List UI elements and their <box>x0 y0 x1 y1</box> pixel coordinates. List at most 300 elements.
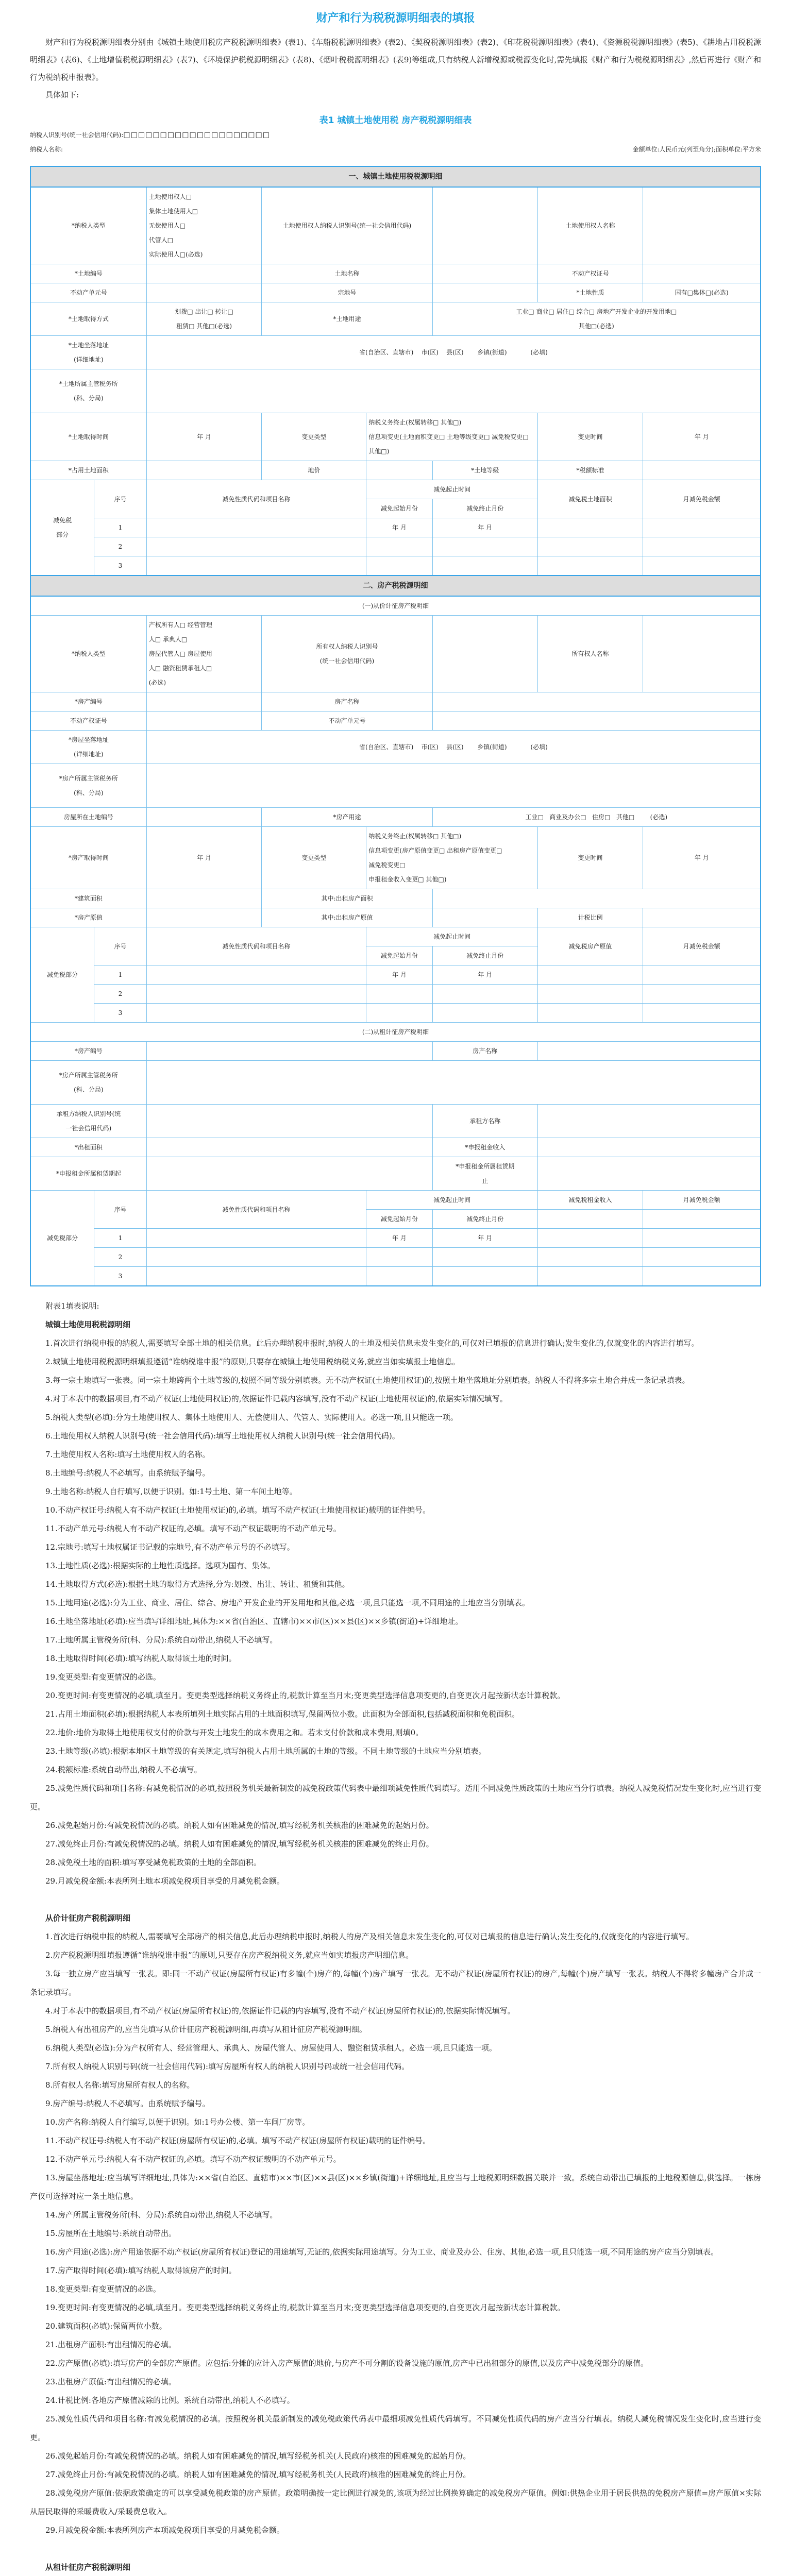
notes-sections <box>30 1315 761 2576</box>
notes-item: 20.建筑面积(必填):保留两位小数。 <box>45 2321 167 2331</box>
house-building-area-label: *建筑面积 <box>30 889 146 908</box>
house-name-label: 房产名称 <box>262 692 432 711</box>
rent-period-end-label <box>432 1157 537 1191</box>
house-ratio-label: 计税比例 <box>537 908 643 927</box>
row-value-field[interactable] <box>537 1004 643 1023</box>
house-address-field[interactable]: 省(自治区、直辖市) 市(区) 县(区) 乡镇(街道) (必填) <box>146 731 761 764</box>
land-acquire-way-options[interactable] <box>146 302 262 336</box>
units-note: 金额单位:人民币元(列至角分);面积单位:平方米 <box>632 146 761 153</box>
section-gap <box>30 1890 761 1909</box>
row-monthly-field[interactable] <box>643 965 761 985</box>
row-code-field[interactable] <box>146 1248 366 1267</box>
table-row <box>30 556 761 576</box>
table-row <box>30 1229 761 1248</box>
land-relief-code-header: 减免性质代码和项目名称 <box>146 480 366 518</box>
house-tax-office-label-1: *房产所属主管税务所 <box>59 775 118 782</box>
row-start-field[interactable]: 年 月 <box>366 1229 432 1248</box>
row-start-field[interactable] <box>366 1248 432 1267</box>
row-code-field[interactable] <box>146 965 366 985</box>
house-name-field[interactable] <box>432 692 761 711</box>
house-rent-value-field[interactable] <box>432 908 537 927</box>
land-row-no <box>30 264 761 283</box>
rent-relief-code-header: 减免性质代码和项目名称 <box>146 1191 366 1229</box>
table1-title: 表1 城镇土地使用税 房产税税源明细表 <box>319 115 472 126</box>
acquire-way-line-1[interactable]: 划拨□ 出让□ 转让□ <box>175 308 233 315</box>
house-owner-name-label: 所有权人名称 <box>537 616 643 692</box>
notes-item: 5.纳税人类型(必填):分为土地使用权人、集体土地使用人、无偿使用人、代管人、实际使用人。必选一项,且只能选一项。 <box>45 1413 458 1422</box>
table-row <box>30 1004 761 1023</box>
row-monthly-field[interactable] <box>643 1248 761 1267</box>
land-row-taxpayer-type <box>30 187 761 264</box>
house-change-type-label: 变更类型 <box>262 827 366 889</box>
row-seq: 1 <box>94 965 146 985</box>
rent-lessee-id-field[interactable] <box>146 1105 432 1138</box>
rent-row-area <box>30 1138 761 1157</box>
notes-item: 12.宗地号:填写土地权属证书记载的宗地号,有不动产单元号的不必填写。 <box>45 1543 295 1552</box>
house-tax-office-label <box>30 764 146 808</box>
notes-item: 22.房产原值(必填):填写房产的全部房产原值。应包括:分摊的应计入房产原值的地价,与房产不可分割的设备设施的原值,房产中已出租部分的原值,以及房产中减免税部分的原值。 <box>45 2359 648 2368</box>
rent-lessee-name-label: 承租方名称 <box>432 1105 537 1138</box>
house-tax-office-field[interactable] <box>146 764 761 808</box>
land-use-options[interactable] <box>432 302 761 336</box>
row-end-field[interactable]: 年 月 <box>432 518 537 537</box>
row-code-field[interactable] <box>146 1267 366 1286</box>
rent-house-no-field[interactable] <box>146 1042 432 1061</box>
land-change-type-options[interactable] <box>366 413 538 461</box>
notes-item: 11.不动产单元号:纳税人有不动产权证的,必填。填写不动产权证载明的不动产单元号。 <box>45 1524 341 1533</box>
house-owner-id-label-2: (统一社会信用代码) <box>319 657 375 665</box>
notes-item: 13.房屋坐落地址:应当填写详细地址,具体为:××省(自治区、直辖市)××市(区)××县(区)××乡镇(街道)+详细地址,且应当与土地税源明细数据关联并一致。系统自动带出已填报的土地税源信息,供选择。一栋房产仅可选择对应一条土地信息。 <box>30 2173 761 2201</box>
intro-followup: 具体如下: <box>45 90 79 99</box>
row-value-field[interactable] <box>537 985 643 1004</box>
rent-area-field[interactable] <box>146 1138 432 1157</box>
house-relief-header-1 <box>30 927 761 946</box>
house-row-acquire-time <box>30 827 761 889</box>
land-no-field[interactable] <box>146 264 262 283</box>
notes-item: 25.减免性质代码和项目名称:有减免税情况的必填,按照税务机关最新制发的减免税政策代码表中最细项减免性质代码填写。适用不同减免性质政策的土地应当分行填表。纳税人减免税情况发生变化时,应当进行变更。 <box>30 1784 761 1811</box>
row-code-field[interactable] <box>146 985 366 1004</box>
land-acquire-time-field[interactable]: 年 月 <box>146 413 262 461</box>
house-relief-value-header: 减免税房产原值 <box>537 927 643 965</box>
row-seq: 3 <box>94 1267 146 1286</box>
notes-item: 3.每一宗土地填写一张表。同一宗土地跨两个土地等级的,按照不同等级分别填表。无不动产权证(土地使用权证)的,按照土地坐落地址分别填表。纳税人不得将多宗土地合并成一条记录填表。 <box>45 1376 690 1385</box>
house-owner-name-field[interactable] <box>643 616 761 692</box>
land-unit-no-label: 不动产单元号 <box>30 283 146 302</box>
land-relief-start-header: 减免起始月份 <box>366 499 432 518</box>
house-type-line-1[interactable]: 产权所有人□ 经营管理 <box>148 621 212 629</box>
row-start-field[interactable] <box>366 537 432 556</box>
land-relief-header-1 <box>30 480 761 499</box>
notes-item: 7.所有权人纳税人识别号码(统一社会信用代码):填写房屋所有权人的纳税人识别号码或统一社会信用代码。 <box>45 2062 410 2071</box>
house-type-line-4[interactable]: 人□ 融资租赁承租人□ <box>148 665 212 672</box>
land-row-address <box>30 336 761 369</box>
land-tax-office-label-1: *土地所属主管税务所 <box>59 380 118 387</box>
land-price-field[interactable] <box>366 461 432 480</box>
notes-item: 26.减免起始月份:有减免税情况的必填。纳税人如有困难减免的情况,填写经税务机关核准的困难减免的起始月份。 <box>45 1821 434 1830</box>
house-type-line-2[interactable]: 人□ 承典人□ <box>148 636 188 643</box>
land-row-acquire-way <box>30 302 761 336</box>
row-seq: 3 <box>94 556 146 576</box>
rent-relief-income-blank <box>537 1210 643 1229</box>
row-monthly-field[interactable] <box>643 1004 761 1023</box>
house-row-use <box>30 808 761 827</box>
notes-item: 25.减免性质代码和项目名称:有减免税情况的必填。按照税务机关最新制发的减免税政策代码表中最细项减免性质代码填写。不同减免性质代码的房产应当分行填表。纳税人减免税情况发生变化时,应当进行变更。 <box>30 2414 761 2442</box>
intro-paragraph: 财产和行为税税源明细表分别由《城镇土地使用税房产税税源明细表》(表1)、《车船税税源明细表》(表2)、《契税税源明细表》(表2)、《印花税税源明细表》(表4)、《资源税税源明细表》(表5)、《耕地占用税税源明细表》(表6)、《土地增值税税源明细表》(表7)、《环境保护税税源明细表》(表8)、《烟叶税税源明细表》(表9)等组成,只有纳税人新增税源或税源变化时,需先填报《财产和行为税税源明细表》,然后再进行《财产和行为税纳税申报表》。 <box>30 38 761 82</box>
notes-heading: 附表1填表说明: <box>45 1301 99 1311</box>
land-address-label <box>30 336 146 369</box>
house-building-area-field[interactable] <box>146 889 262 908</box>
land-use-line-2[interactable]: 其他□(必选) <box>578 323 614 330</box>
row-end-field[interactable]: 年 月 <box>432 1229 537 1248</box>
land-name-field[interactable] <box>432 264 537 283</box>
house-address-label-2: (详细地址) <box>74 751 104 758</box>
house-row-area <box>30 889 761 908</box>
row-value-field[interactable] <box>537 965 643 985</box>
house-row-address <box>30 731 761 764</box>
house-address-label-1: *房屋坐落地址 <box>68 736 109 743</box>
notes-item: 4.对于本表中的数据项目,有不动产权证(房屋所有权证)的,依据证件记载的内容填写,没有不动产权证(房屋所有权证)的,依据实际情况填写。 <box>45 2006 515 2015</box>
land-area-label: *占用土地面积 <box>30 461 146 480</box>
house-land-no-label: 房屋所在土地编号 <box>30 808 146 827</box>
notes-item: 8.所有权人名称:填写房屋所有权人的名称。 <box>45 2080 195 2090</box>
land-taxpayer-type-options[interactable] <box>146 187 262 264</box>
taxpayer-id-boxes[interactable]: □□□□□□□□□□□□□□□□□□□□ <box>123 131 270 139</box>
row-code-field[interactable] <box>146 1004 366 1023</box>
land-change-option-info[interactable]: 信息项变更(土地面积变更□ 土地等级变更□ 减免税变更□ 其他□) <box>368 433 529 455</box>
row-end-field[interactable] <box>432 1248 537 1267</box>
row-seq: 2 <box>94 985 146 1004</box>
notes-item: 15.房屋所在土地编号:系统自动带出。 <box>45 2229 176 2238</box>
house-change-line-4[interactable]: 申报租金收入变更□ 其他□) <box>368 876 447 883</box>
land-use-line-1[interactable]: 工业□ 商业□ 居住□ 综合□ 房地产开发企业的开发用地□ <box>516 308 677 315</box>
rent-relief-monthly-header: 月减免税金额 <box>643 1191 761 1210</box>
house-rent-value-label: 其中:出租房产原值 <box>262 908 432 927</box>
rent-relief-start-header: 减免起始月份 <box>366 1210 432 1229</box>
rent-relief-section-label: 减免税部分 <box>30 1191 94 1286</box>
notes-item: 18.土地取得时间(必填):填写纳税人取得该土地的时间。 <box>45 1654 237 1663</box>
row-end-field[interactable] <box>432 1004 537 1023</box>
row-income-field[interactable] <box>537 1248 643 1267</box>
option-collective-user[interactable]: 集体土地使用人□ <box>148 208 198 215</box>
rent-row-no <box>30 1042 761 1061</box>
row-monthly-field[interactable] <box>643 556 761 576</box>
row-seq: 1 <box>94 1229 146 1248</box>
house-rent-area-label: 其中:出租房产面积 <box>262 889 432 908</box>
row-start-field[interactable] <box>366 985 432 1004</box>
rent-row-lessee <box>30 1105 761 1138</box>
land-price-label: 地价 <box>262 461 366 480</box>
notes-item: 20.变更时间:有变更情况的必填,填至月。变更类型选择纳税义务终止的,税款计算至当月末;变更类型选择信息项变更的,自变更次月起按新状态计算税款。 <box>45 1691 565 1700</box>
house-address-label <box>30 731 146 764</box>
house-acquire-time-label: *房产取得时间 <box>30 827 146 889</box>
notes-item: 10.房产名称:纳税人自行编写,以便于识别。如:1号办公楼、第一车间厂房等。 <box>45 2117 310 2127</box>
house-no-field[interactable] <box>146 692 262 711</box>
row-code-field[interactable] <box>146 556 366 576</box>
acquire-way-line-2[interactable]: 租赁□ 其他□(必选) <box>176 323 232 330</box>
land-relief-end-header: 减免终止月份 <box>432 499 537 518</box>
land-holder-name-field[interactable] <box>643 187 761 264</box>
land-relief-label-1: 减免税 <box>53 517 72 524</box>
land-tax-office-label <box>30 369 146 413</box>
house-taxpayer-type-options[interactable] <box>146 616 262 692</box>
row-seq: 3 <box>94 1004 146 1023</box>
land-change-option-terminate[interactable]: 纳税义务终止(权属转移□ 其他□) <box>368 419 462 426</box>
row-area-field[interactable] <box>537 537 643 556</box>
rent-period-start-label: *申报租金所属租赁期起 <box>30 1157 146 1191</box>
house-cert-no-field[interactable] <box>146 711 262 731</box>
land-unit-no-field[interactable] <box>146 283 262 302</box>
house-cert-no-label: 不动产权证号 <box>30 711 146 731</box>
notes-item: 10.不动产权证号:纳税人有不动产权证(土地使用权证)的,必填。填写不动产权证(土地使用权证)载明的证件编号。 <box>45 1505 431 1515</box>
notes-item: 16.房产用途(必选):房产用途依据不动产权证(房屋所有权证)登记的用途填写,无证的,依据实际用途填写。分为工业、商业及办公、住房、其他,必选一项,且只能选一项,不同用途的房产应当分别填表。 <box>45 2247 719 2257</box>
rent-relief-period-header: 减免起止时间 <box>366 1191 538 1210</box>
taxpayer-name-line <box>30 142 761 157</box>
row-income-field[interactable] <box>537 1267 643 1286</box>
rent-tax-office-label-2: (科、分局) <box>74 1086 104 1093</box>
table-row <box>30 1248 761 1267</box>
rent-house-no-label: *房产编号 <box>30 1042 146 1061</box>
taxpayer-id-label: 纳税人识别号(统一社会信用代码): <box>30 131 124 139</box>
land-parcel-no-label: 宗地号 <box>262 283 432 302</box>
rent-house-name-field[interactable] <box>537 1042 761 1061</box>
row-start-field[interactable] <box>366 1267 432 1286</box>
land-row-area <box>30 461 761 480</box>
filling-notes <box>30 1297 761 2576</box>
house-rent-area-field[interactable] <box>432 889 761 908</box>
house-unit-no-label: 不动产单元号 <box>262 711 432 731</box>
row-code-field[interactable] <box>146 537 366 556</box>
row-seq: 1 <box>94 518 146 537</box>
land-change-type-label: 变更类型 <box>262 413 366 461</box>
land-use-label: *土地用途 <box>262 302 432 336</box>
notes-item: 16.土地坐落地址(必填):应当填写详细地址,具体为:××省(自治区、直辖市)××市(区)××县(区)××乡镇(街道)+详细地址。 <box>45 1617 463 1626</box>
notes-item: 19.变更类型:有变更情况的必选。 <box>45 1672 161 1682</box>
land-no-label: *土地编号 <box>30 264 146 283</box>
notes-section-title: 从租计征房产税税源明细 <box>45 2563 131 2572</box>
row-code-field[interactable] <box>146 518 366 537</box>
house-relief-seq-header: 序号 <box>94 927 146 965</box>
rent-tax-office-field[interactable] <box>146 1061 761 1105</box>
house-rent-subheader: (二)从租计征房产税明细 <box>30 1023 761 1042</box>
notes-item: 2.房产税税源明细填报遵循“谁纳税谁申报”的原则,只要存在房产税纳税义务,就应当如实填报房产明细信息。 <box>45 1951 414 1960</box>
notes-item: 14.房产所属主管税务所(科、分局):系统自动带出,纳税人不必填写。 <box>45 2210 278 2219</box>
row-monthly-field[interactable] <box>643 1267 761 1286</box>
house-type-line-3[interactable]: 房屋代管人□ 房屋使用 <box>148 650 212 657</box>
notes-item: 29.月减免税金额:本表所列土地本项减免税项目享受的月减免税金额。 <box>45 1876 284 1886</box>
notes-item: 29.月减免税金额:本表所列房产本项减免税项目享受的月减免税金额。 <box>45 2526 284 2535</box>
house-ratio-field[interactable] <box>643 908 761 927</box>
house-use-label: *房产用途 <box>262 808 432 827</box>
house-row-no <box>30 692 761 711</box>
row-end-field[interactable] <box>432 556 537 576</box>
notes-item: 5.纳税人有出租房产的,应当先填写从价计征房产税税源明细,再填写从租计征房产税税源明细。 <box>45 2025 367 2034</box>
option-land-holder[interactable]: 土地使用权人□ <box>148 193 192 200</box>
notes-item: 8.土地编号:纳税人不必填写。由系统赋予编号。 <box>45 1468 210 1478</box>
land-tax-office-label-2: (科、分局) <box>74 395 104 402</box>
notes-item: 11.不动产权证号:纳税人有不动产权证(房屋所有权证)的,必填。填写不动产权证(房屋所有权证)载明的证件编号。 <box>45 2136 431 2145</box>
row-end-field[interactable]: 年 月 <box>432 965 537 985</box>
row-end-field[interactable] <box>432 537 537 556</box>
rent-income-label: *申报租金收入 <box>432 1138 537 1157</box>
house-owner-id-field[interactable] <box>432 616 537 692</box>
notes-item: 3.每一独立房产应当填写一张表。即:同一不动产权证(房屋所有权证)有多幢(个)房产的,每幢(个)房产填写一张表。无不动产权证(房屋所有权证)的房产,每幢(个)房产填写一张表。纳税人不得将多幢房产合并成一条记录填写。 <box>30 1969 761 1997</box>
land-relief-period-header: 减免起止时间 <box>366 480 538 499</box>
house-land-no-field[interactable] <box>146 808 262 827</box>
land-holder-name-label: 土地使用权人名称 <box>537 187 643 264</box>
row-area-field[interactable] <box>537 556 643 576</box>
notes-section-title: 城镇土地使用税税源明细 <box>45 1320 131 1329</box>
land-taxpayer-type-label: *纳税人类型 <box>30 187 146 264</box>
land-rate-field[interactable] <box>643 461 761 480</box>
option-actual-user[interactable]: 实际使用人□(必选) <box>148 251 203 258</box>
house-change-line-3[interactable]: 减免税变更□ <box>368 861 406 869</box>
rent-lessee-name-field[interactable] <box>537 1105 761 1138</box>
row-area-field[interactable] <box>537 518 643 537</box>
taxpayer-id-line <box>30 128 761 142</box>
house-change-line-1[interactable]: 纳税义务终止(权属转移□ 其他□) <box>368 833 462 840</box>
notes-item: 21.占用土地面积(必填):根据纳税人本表所填列土地实际占用的土地面积填写,保留两位小数。此面积为全部面积,包括减税面积和免税面积。 <box>45 1709 520 1719</box>
rent-period-start-field[interactable] <box>146 1157 432 1191</box>
rent-lessee-id-label <box>30 1105 146 1138</box>
taxpayer-name-label: 纳税人名称: <box>30 146 63 153</box>
land-relief-area-header: 减免税土地面积 <box>537 480 643 518</box>
rent-relief-header-1 <box>30 1191 761 1210</box>
rent-period-end-field[interactable] <box>537 1157 761 1191</box>
land-tax-office-field[interactable] <box>146 369 761 413</box>
house-relief-monthly-header: 月减免税金额 <box>643 927 761 965</box>
row-code-field[interactable] <box>146 1229 366 1248</box>
land-area-field[interactable] <box>146 461 262 480</box>
rent-tax-office-label <box>30 1061 146 1105</box>
notes-item: 14.土地取得方式(必选):根据土地的取得方式选择,分为:划拨、出让、转让、租赁和其他。 <box>45 1580 350 1589</box>
notes-section-title: 从价计征房产税税源明细 <box>45 1913 131 1923</box>
notes-item: 23.出租房产原值:有出租情况的必填。 <box>45 2377 176 2386</box>
land-name-label: 土地名称 <box>262 264 432 283</box>
house-row-taxpayer-type <box>30 616 761 692</box>
land-nature-options[interactable]: 国有□集体□(必选) <box>643 283 761 302</box>
land-relief-seq-header: 序号 <box>94 480 146 518</box>
row-start-field[interactable]: 年 月 <box>366 965 432 985</box>
notes-item: 27.减免终止月份:有减免税情况的必填。纳税人如有困难减免的情况,填写经税务机关(人民政府)核准的困难减免的终止月份。 <box>45 2470 471 2479</box>
notes-item: 1.首次进行纳税申报的纳税人,需要填写全部房产的相关信息,此后办理纳税申报时,纳税人的房产及相关信息未发生变化的,可仅对已填报的信息进行确认;发生变化的,仅就变化的内容进行填写。 <box>45 1932 694 1941</box>
notes-item: 24.计税比例:各地房产原值减除的比例。系统自动带出,纳税人不必填写。 <box>45 2396 295 2405</box>
notes-item: 2.城镇土地使用税税源明细填报遵循“谁纳税谁申报”的原则,只要存在城镇土地使用税纳税义务,就应当如实填报土地信息。 <box>45 1357 460 1366</box>
notes-item: 21.出租房产面积:有出租情况的必填。 <box>45 2340 176 2349</box>
house-taxpayer-type-label: *纳税人类型 <box>30 616 146 692</box>
land-row-tax-office <box>30 369 761 413</box>
house-relief-section-label: 减免税部分 <box>30 927 94 1023</box>
row-start-field[interactable] <box>366 556 432 576</box>
option-custodian[interactable]: 代管人□ <box>148 236 174 244</box>
row-monthly-field[interactable] <box>643 537 761 556</box>
land-address-label-1: *土地坐落地址 <box>68 342 109 349</box>
house-change-type-options[interactable] <box>366 827 538 889</box>
land-row-acquire-time <box>30 413 761 461</box>
land-address-label-2: (详细地址) <box>74 356 104 363</box>
row-monthly-field[interactable] <box>643 1229 761 1248</box>
house-relief-code-header: 减免性质代码和项目名称 <box>146 927 366 965</box>
notes-item: 28.减免税房产原值:依据政策确定的可以享受减免税政策的房产原值。政策明确按一定比例进行减免的,该项为经过比例换算确定的减免税房产原值。例如:供热企业用于居民供热的免税房产原值=房产原值×实际从居民取得的采暖费收入/采暖费总收入。 <box>30 2488 761 2516</box>
notes-item: 17.房产取得时间(必填):填写纳税人取得该房产的时间。 <box>45 2266 237 2275</box>
house-change-time-field[interactable]: 年 月 <box>643 827 761 889</box>
notes-item: 28.减免税土地的面积:填写享受减免税政策的土地的全部面积。 <box>45 1858 261 1867</box>
house-change-time-label: 变更时间 <box>537 827 643 889</box>
land-grade-label: *土地等级 <box>432 461 537 480</box>
row-seq: 2 <box>94 1248 146 1267</box>
table-row <box>30 537 761 556</box>
house-unit-no-field[interactable] <box>432 711 761 731</box>
row-income-field[interactable] <box>537 1229 643 1248</box>
notes-item: 12.不动产单元号:纳税人有不动产权证的,必填。填写不动产权证载明的不动产单元号。 <box>45 2155 341 2164</box>
land-holder-id-field[interactable] <box>432 187 537 264</box>
row-monthly-field[interactable] <box>643 518 761 537</box>
notes-item: 1.首次进行纳税申报的纳税人,需要填写全部土地的相关信息。此后办理纳税申报时,纳税人的土地及相关信息未发生变化的,可仅对已填报的信息进行确认;发生变化的,仅就变化的内容进行填写。 <box>45 1338 699 1348</box>
rent-row-tax-office <box>30 1061 761 1105</box>
notes-item: 17.土地所属主管税务所(科、分局):系统自动带出,纳税人不必填写。 <box>45 1635 278 1645</box>
land-cert-no-label: 不动产权证号 <box>537 264 643 283</box>
table-row <box>30 1267 761 1286</box>
house-acquire-time-field[interactable]: 年 月 <box>146 827 262 889</box>
house-type-line-5[interactable]: (必选) <box>148 679 166 686</box>
house-orig-value-label: *房产原值 <box>30 908 146 927</box>
house-orig-value-field[interactable] <box>146 908 262 927</box>
land-acquire-time-label: *土地取得时间 <box>30 413 146 461</box>
rent-relief-end-header: 减免终止月份 <box>432 1210 537 1229</box>
rent-row-period <box>30 1157 761 1191</box>
table-row <box>30 985 761 1004</box>
section-gap <box>30 2539 761 2558</box>
house-no-label: *房产编号 <box>30 692 146 711</box>
house-relief-start-header: 减免起始月份 <box>366 946 432 965</box>
rent-relief-monthly-blank <box>643 1210 761 1229</box>
rent-lessee-id-label-1: 承租方纳税人识别号(统 <box>56 1110 121 1117</box>
notes-item: 26.减免起始月份:有减免税情况的必填。纳税人如有困难减免的情况,填写经税务机关(人民政府)核准的困难减免的起始月份。 <box>45 2451 471 2461</box>
notes-item: 6.纳税人类型(必选):分为产权所有人、经营管理人、承典人、房屋代管人、房屋使用人、融资租赁承租人。必选一项,且只能选一项。 <box>45 2043 497 2053</box>
house-relief-period-header: 减免起止时间 <box>366 927 538 946</box>
rent-income-field[interactable] <box>537 1138 761 1157</box>
land-nature-label: *土地性质 <box>537 283 643 302</box>
row-start-field[interactable] <box>366 1004 432 1023</box>
house-relief-end-header: 减免终止月份 <box>432 946 537 965</box>
notes-item: 19.变更时间:有变更情况的必填,填至月。变更类型选择纳税义务终止的,税款计算至当月末;变更类型选择信息项变更的,自变更次月起按新状态计算税款。 <box>45 2303 565 2312</box>
rent-area-label: *出租面积 <box>30 1138 146 1157</box>
row-end-field[interactable] <box>432 1267 537 1286</box>
row-monthly-field[interactable] <box>643 985 761 1004</box>
house-change-line-2[interactable]: 信息项变更(房产原值变更□ 出租房产原值变更□ <box>368 847 502 854</box>
land-change-time-field[interactable]: 年 月 <box>643 413 761 461</box>
notes-item: 15.土地用途(必选):分为工业、商业、居住、综合、房地产开发企业的开发用地和其他,必选一项,且只能选一项,不同用途的土地应当分别填表。 <box>45 1598 530 1607</box>
option-free-user[interactable]: 无偿使用人□ <box>148 222 186 229</box>
rent-house-name-label: 房产名称 <box>432 1042 537 1061</box>
land-parcel-no-field[interactable] <box>432 283 537 302</box>
land-cert-no-field[interactable] <box>643 264 761 283</box>
table-row <box>30 965 761 985</box>
house-use-options[interactable]: 工业□ 商业及办公□ 住房□ 其他□ (必选) <box>432 808 761 827</box>
house-row-tax-office <box>30 764 761 808</box>
house-section-header: 二、房产税税源明细 <box>30 575 761 596</box>
land-rate-label: *税额标准 <box>537 461 643 480</box>
notes-item: 9.土地名称:纳税人自行填写,以便于识别。如:1号土地、第一车间土地等。 <box>45 1487 297 1496</box>
notes-item: 23.土地等级(必填):根据本地区土地等级的有关规定,填写纳税人占用土地所属的土地的等级。不同土地等级的土地应当分别填表。 <box>45 1747 486 1756</box>
notes-item: 6.土地使用权人纳税人识别号(统一社会信用代码):填写土地使用权人纳税人识别号(统一社会信用代码)。 <box>45 1431 400 1440</box>
rent-lessee-id-label-2: 一社会信用代码) <box>65 1125 112 1132</box>
tax-source-table <box>30 166 761 1286</box>
land-acquire-way-label: *土地取得方式 <box>30 302 146 336</box>
land-address-field[interactable]: 省(自治区、直辖市) 市(区) 县(区) 乡镇(街道) (必填) <box>146 336 761 369</box>
rent-period-end-label-1: *申报租金所属租赁期 <box>456 1163 515 1170</box>
row-end-field[interactable] <box>432 985 537 1004</box>
row-start-field[interactable]: 年 月 <box>366 518 432 537</box>
